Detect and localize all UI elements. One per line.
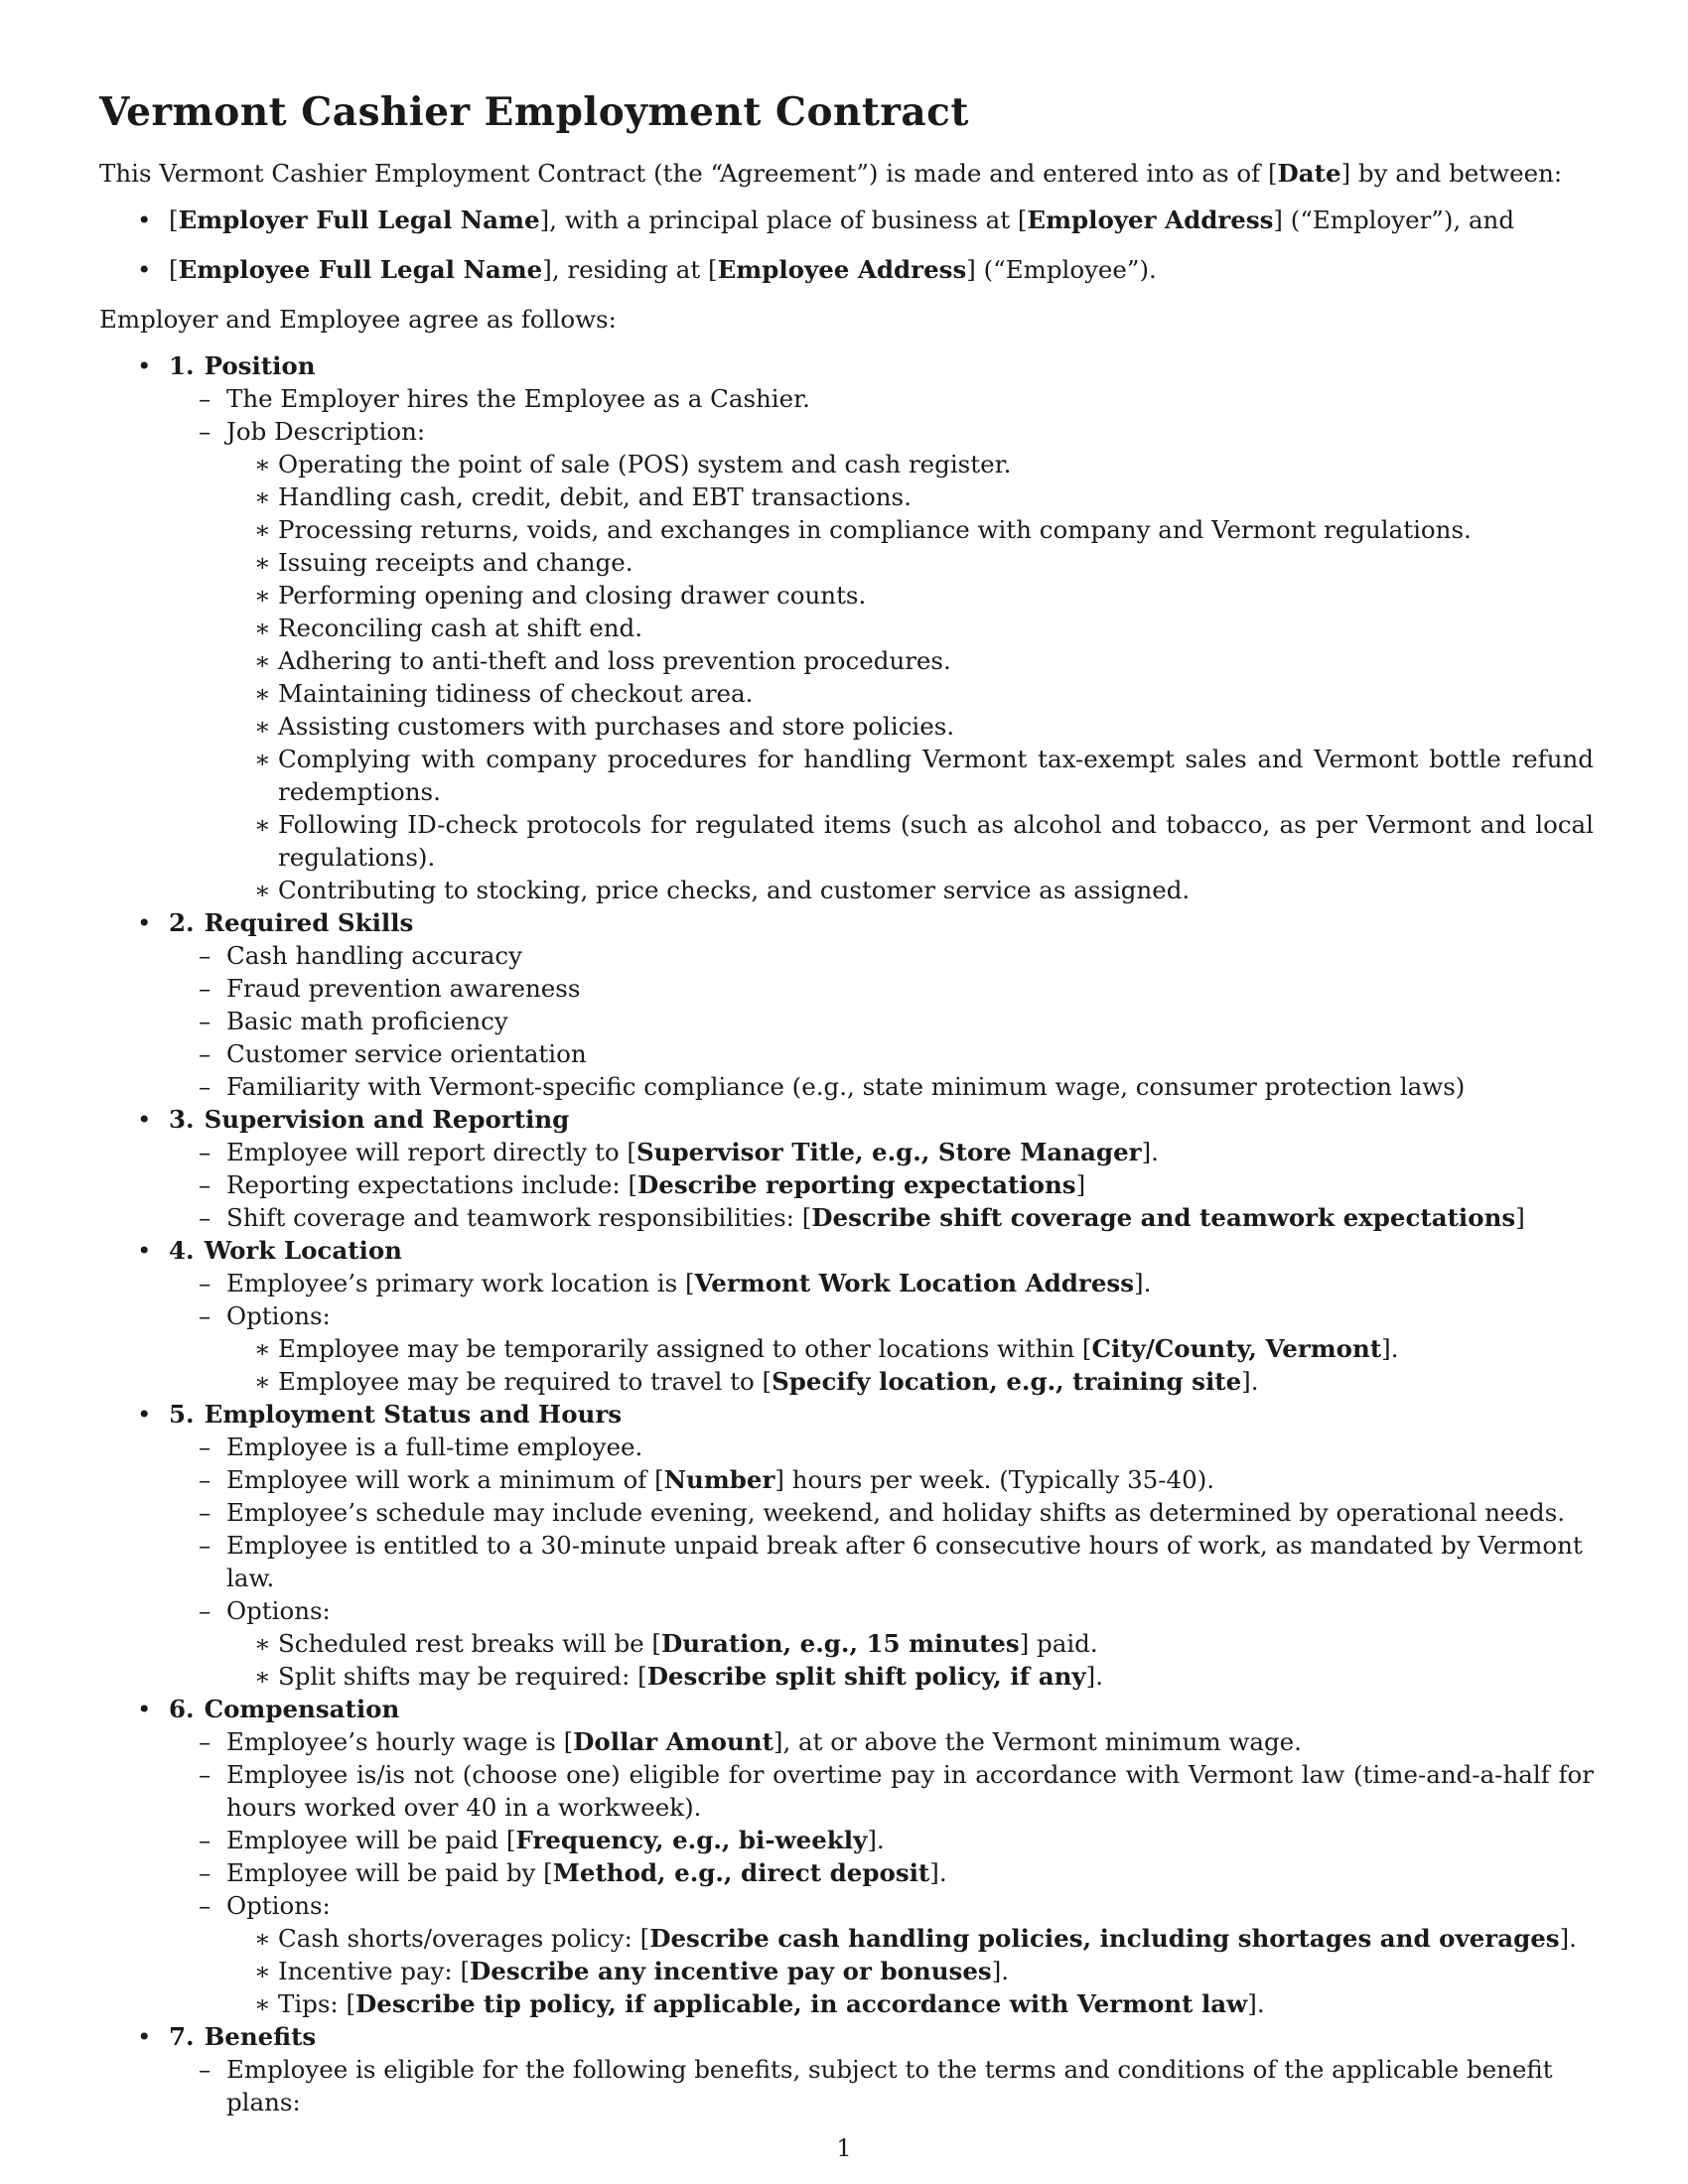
- section-supervision: [99, 1103, 1594, 1234]
- list-item: ∗ Maintaining tidiness of checkout area.: [226, 677, 1594, 710]
- list-item: ∗ Incentive pay: [Describe any incentive pay or bonuses].: [226, 1955, 1594, 1987]
- sections-list: [99, 349, 1594, 2118]
- list-item: – Employee’s schedule may include evening, weekend, and holiday shifts as determined by operational needs.: [169, 1496, 1594, 1529]
- section-compensation: [99, 1693, 1594, 2020]
- list-item: – Basic math proficiency: [169, 1005, 1594, 1037]
- section-heading: • 7. Benefits: [169, 2022, 317, 2051]
- list-item: ∗ Issuing receipts and change.: [226, 546, 1594, 579]
- section-work-location: [99, 1234, 1594, 1398]
- agree-statement: Employer and Employee agree as follows:: [99, 305, 617, 334]
- party-employer: • [Employer Full Legal Name], with a principal place of business at [Employer Address] (“Employer”), and: [99, 204, 1594, 236]
- list-item: ∗ Performing opening and closing drawer counts.: [226, 579, 1594, 612]
- list-item: ∗ Processing returns, voids, and exchanges in compliance with company and Vermont regulations.: [226, 513, 1594, 546]
- section-heading: • 5. Employment Status and Hours: [169, 1400, 623, 1429]
- document-page: [99, 89, 1594, 2118]
- list-item: ∗ Complying with company procedures for handling Vermont tax-exempt sales and Vermont bottle refund redemptions.: [226, 743, 1594, 808]
- list-item: ∗ Split shifts may be required: [Describe split shift policy, if any].: [226, 1660, 1594, 1693]
- job-duties-list: [226, 448, 1594, 906]
- section-required-skills: [99, 906, 1594, 1103]
- list-item: ∗ Cash shorts/overages policy: [Describe cash handling policies, including shortages and overages].: [226, 1922, 1594, 1955]
- list-item: ∗ Following ID-check protocols for regulated items (such as alcohol and tobacco, as per Vermont and local regulations).: [226, 808, 1594, 874]
- section-heading: • 4. Work Location: [169, 1236, 402, 1265]
- parties-list: [99, 204, 1594, 286]
- document-title: Vermont Cashier Employment Contract: [99, 89, 969, 135]
- list-item: – Customer service orientation: [169, 1037, 1594, 1070]
- list-item: – Reporting expectations include: [Describe reporting expectations]: [169, 1168, 1594, 1201]
- section-heading: • 1. Position: [169, 351, 316, 380]
- list-item: – Employee’s primary work location is [Vermont Work Location Address].: [169, 1267, 1594, 1299]
- list-item: ∗ Tips: [Describe tip policy, if applicable, in accordance with Vermont law].: [226, 1987, 1594, 2020]
- list-item: – Fraud prevention awareness: [169, 972, 1594, 1005]
- list-item: ∗ Adhering to anti-theft and loss prevention procedures.: [226, 644, 1594, 677]
- list-item: – Employee will be paid by [Method, e.g., direct deposit].: [169, 1856, 1594, 1889]
- date-placeholder: Date: [1277, 159, 1341, 188]
- list-item: – Employee will be paid [Frequency, e.g., bi-weekly].: [169, 1824, 1594, 1856]
- section-position: [99, 349, 1594, 906]
- page-number: 1: [836, 2134, 852, 2162]
- list-item: – The Employer hires the Employee as a Cashier.: [169, 382, 1594, 415]
- intro-paragraph: This Vermont Cashier Employment Contract (the “Agreement”) is made and entered into as of [Date] by and between:: [99, 159, 1563, 188]
- list-item: – Employee is a full-time employee.: [169, 1431, 1594, 1463]
- list-item: – Options: ∗ Cash shorts/overages policy: [Describe cash handling policies, including shortages and overages]. ∗ Incentive pay: [Describe any incentive pay or bonuses]. ∗ Tips: [Describe tip policy, if applicable, in accordance with Vermont law].: [169, 1889, 1594, 2020]
- list-item: – Shift coverage and teamwork responsibilities: [Describe shift coverage and teamwork expectations]: [169, 1201, 1594, 1234]
- section-benefits: [99, 2020, 1594, 2118]
- party-employee: • [Employee Full Legal Name], residing at [Employee Address] (“Employee”).: [99, 253, 1594, 286]
- list-item: ∗ Operating the point of sale (POS) system and cash register.: [226, 448, 1594, 480]
- list-item: – Employee is/is not (choose one) eligible for overtime pay in accordance with Vermont law (time-and-a-half for hours worked over 40 in a workweek).: [169, 1758, 1594, 1824]
- list-item: – Employee will work a minimum of [Number] hours per week. (Typically 35-40).: [169, 1463, 1594, 1496]
- list-item: – Employee is entitled to a 30-minute unpaid break after 6 consecutive hours of work, as mandated by Vermont law.: [169, 1529, 1594, 1594]
- list-item: ∗ Contributing to stocking, price checks, and customer service as assigned.: [226, 874, 1594, 906]
- list-item: – Employee is eligible for the following benefits, subject to the terms and conditions of the applicable benefit plans:: [169, 2053, 1594, 2118]
- list-item: – Employee will report directly to [Supervisor Title, e.g., Store Manager].: [169, 1136, 1594, 1168]
- list-item: – Options: ∗ Scheduled rest breaks will be [Duration, e.g., 15 minutes] paid. ∗ Split shifts may be required: [Describe split shift policy, if any].: [169, 1594, 1594, 1693]
- list-item: ∗ Employee may be temporarily assigned to other locations within [City/County, Vermont].: [226, 1332, 1594, 1365]
- list-item: ∗ Assisting customers with purchases and store policies.: [226, 710, 1594, 743]
- list-item: ∗ Reconciling cash at shift end.: [226, 612, 1594, 644]
- list-item: ∗ Scheduled rest breaks will be [Duration, e.g., 15 minutes] paid.: [226, 1627, 1594, 1660]
- section-heading: • 2. Required Skills: [169, 908, 414, 937]
- list-item: – Options: ∗ Employee may be temporarily assigned to other locations within [City/County, Vermont]. ∗ Employee may be required to travel to [Specify location, e.g., training site].: [169, 1299, 1594, 1398]
- list-item: – Cash handling accuracy: [169, 939, 1594, 972]
- section-heading: • 6. Compensation: [169, 1695, 400, 1723]
- list-item: – Employee’s hourly wage is [Dollar Amount], at or above the Vermont minimum wage.: [169, 1725, 1594, 1758]
- list-item: – Job Description: ∗ Operating the point of sale (POS) system and cash register. ∗ Handling cash, credit, debit, and EBT transactions. ∗ Processing returns, voids, and exchanges in compliance with company and Vermont regulations. ∗ Issuing receipts and change. ∗ Performing opening and closing drawer counts. ∗ Reconciling cash at shift end. ∗ Adhering to anti-theft and loss prevention procedures. ∗ Maintaining tidiness of checkout area. ∗ Assisting customers with purchases and store policies. ∗ Complying with company procedures for handling Vermont tax-exempt sales and Vermont bottle refund redemptions. ∗ Following ID-check protocols for regulated items (such as alcohol and tobacco, as per Vermont and local regulations). ∗ Contributing to stocking, price checks, and customer service as assigned.: [169, 415, 1594, 906]
- list-item: ∗ Handling cash, credit, debit, and EBT transactions.: [226, 480, 1594, 513]
- section-heading: • 3. Supervision and Reporting: [169, 1105, 570, 1134]
- list-item: ∗ Employee may be required to travel to [Specify location, e.g., training site].: [226, 1365, 1594, 1398]
- list-item: – Familiarity with Vermont-specific compliance (e.g., state minimum wage, consumer protection laws): [169, 1070, 1594, 1103]
- section-status-hours: [99, 1398, 1594, 1693]
